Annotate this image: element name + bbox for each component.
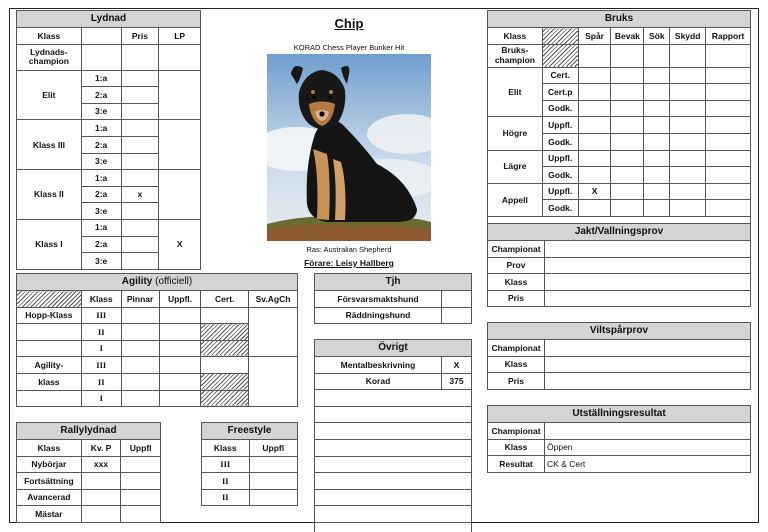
utst-label: Resultat [488, 456, 545, 473]
jakt-value[interactable] [545, 257, 751, 274]
bruks-cell[interactable] [644, 44, 670, 67]
bruks-spar[interactable] [578, 67, 611, 84]
rally-kvp[interactable]: xxx [81, 456, 121, 473]
lydnad-level: 1:a [81, 70, 121, 87]
freestyle-klass: II [202, 489, 250, 506]
lydnad-class-name: Klass III [17, 120, 82, 170]
bruks-spar[interactable] [578, 150, 611, 167]
lydnad-header-pris: Pris [121, 28, 159, 45]
bruks-cell[interactable] [706, 100, 751, 117]
bruks-hatched-cell [542, 44, 578, 67]
bruks-cell[interactable] [706, 183, 751, 200]
bruks-cell[interactable] [644, 183, 670, 200]
freestyle-table [201, 422, 298, 506]
bruks-level: Uppfl. [542, 183, 578, 200]
bruks-title: Bruks [488, 11, 751, 28]
jakt-title: Jakt/Vallningsprov [488, 224, 751, 241]
utst-value[interactable]: CK & Cert [545, 456, 751, 473]
tjh-label: Räddningshund [315, 307, 442, 324]
lydnad-level: 3:e [81, 203, 121, 220]
utst-value[interactable] [545, 423, 751, 440]
agility-blank [17, 340, 82, 357]
lydnad-level: 1:a [81, 219, 121, 236]
rally-klass: Mästar [17, 506, 82, 523]
bruks-header-hatched [542, 28, 578, 45]
lydnad-level: 3:e [81, 253, 121, 270]
bruks-cell[interactable] [706, 167, 751, 184]
bruks-cell[interactable] [670, 100, 706, 117]
bruks-spar[interactable] [578, 100, 611, 117]
bruks-cell[interactable] [670, 167, 706, 184]
jakt-label: Championat [488, 241, 545, 258]
agility-cell[interactable] [159, 390, 201, 407]
lydnad-level: 2:a [81, 186, 121, 203]
dog-panel [210, 9, 488, 271]
bruks-cell[interactable] [706, 200, 751, 217]
jakt-label: Klass [488, 274, 545, 291]
lydnad-lp[interactable] [159, 170, 201, 220]
bruks-cell[interactable] [670, 183, 706, 200]
freestyle-header-klass: Klass [202, 440, 250, 457]
dog-photo [267, 54, 431, 241]
bruks-cell[interactable] [644, 117, 670, 134]
agility-header-svagch: Sv.AgCh [249, 291, 298, 308]
bruks-cell[interactable] [706, 117, 751, 134]
bruks-spar[interactable] [578, 200, 611, 217]
bruks-header-klass: Klass [488, 28, 543, 45]
tjh-table [314, 273, 472, 324]
agility-hopp-label: Hopp-Klass [17, 307, 82, 324]
bruks-group-name: Lägre [488, 150, 543, 183]
ovrigt-value[interactable]: 375 [442, 373, 472, 390]
bruks-cell[interactable] [670, 150, 706, 167]
agility-hatched-cell [201, 373, 249, 390]
bruks-cell[interactable] [670, 44, 706, 67]
agility-level: I [81, 340, 121, 357]
jakt-table [487, 223, 751, 307]
bruks-table [487, 10, 751, 234]
bruks-cell[interactable] [611, 167, 644, 184]
rally-header-uppfl: Uppfl [121, 440, 161, 457]
ovrigt-blank-row[interactable] [315, 473, 472, 490]
bruks-level: Godk. [542, 200, 578, 217]
bruks-cell[interactable] [611, 100, 644, 117]
agility-cell[interactable] [201, 307, 249, 324]
bruks-spar[interactable] [578, 167, 611, 184]
bruks-header-rapport: Rapport [706, 28, 751, 45]
bruks-cell[interactable] [611, 133, 644, 150]
bruks-level: Cert. [542, 67, 578, 84]
bruks-cell[interactable] [706, 133, 751, 150]
bruks-spar[interactable]: X [578, 183, 611, 200]
pedigree-form [9, 8, 759, 523]
freestyle-uppfl[interactable] [249, 473, 297, 490]
lydnad-pris[interactable] [121, 136, 159, 153]
agility-cell[interactable] [159, 373, 201, 390]
lydnad-level: 1:a [81, 120, 121, 137]
ovrigt-label: Mentalbeskrivning [315, 357, 442, 374]
lydnad-pris[interactable] [121, 203, 159, 220]
bruks-cell[interactable] [670, 117, 706, 134]
vilt-label: Championat [488, 340, 545, 357]
rally-uppfl[interactable] [121, 489, 161, 506]
ovrigt-blank-row[interactable] [315, 390, 472, 407]
lydnad-lp[interactable] [159, 70, 201, 120]
rally-klass: Nybörjar [17, 456, 82, 473]
rally-uppfl[interactable] [121, 473, 161, 490]
agility-header-pinnar: Pinnar [121, 291, 159, 308]
agility-hatched-cell [201, 390, 249, 407]
bruks-cell[interactable] [644, 100, 670, 117]
agility-class-label-1: Agility- [17, 357, 82, 374]
lydnad-title: Lydnad [17, 11, 201, 28]
rally-header-klass: Klass [17, 440, 82, 457]
tjh-value[interactable] [442, 291, 472, 308]
ovrigt-title: Övrigt [315, 340, 472, 357]
bruks-cell[interactable] [670, 133, 706, 150]
lydnad-class-name: Klass I [17, 219, 82, 269]
agility-title-suffix: (officiell) [155, 276, 193, 287]
agility-cell[interactable] [121, 324, 159, 341]
bruks-cell[interactable] [644, 133, 670, 150]
bruks-cell[interactable] [611, 84, 644, 101]
lydnad-header-klass: Klass [17, 28, 82, 45]
tjh-label: Försvarsmaktshund [315, 291, 442, 308]
lydnad-class-name: Klass II [17, 170, 82, 220]
bruks-champion-label: Bruks- champion [488, 44, 543, 67]
lydnad-class-name: Elit [17, 70, 82, 120]
vilt-value[interactable] [545, 340, 751, 357]
ovrigt-blank-row[interactable] [315, 406, 472, 423]
bruks-cell[interactable] [611, 67, 644, 84]
vilt-title: Viltspårprov [488, 323, 751, 340]
lydnad-level: 3:e [81, 103, 121, 120]
lydnad-pris[interactable] [121, 87, 159, 104]
agility-level: II [81, 324, 121, 341]
agility-svagch-cell[interactable] [249, 307, 298, 357]
bruks-cell[interactable] [611, 183, 644, 200]
lydnad-pris[interactable]: x [121, 186, 159, 203]
bruks-cell[interactable] [644, 84, 670, 101]
lydnad-level: 2:a [81, 236, 121, 253]
bruks-cell[interactable] [706, 44, 751, 67]
rally-uppfl[interactable] [121, 506, 161, 523]
utst-table [487, 405, 751, 473]
rally-uppfl[interactable] [121, 456, 161, 473]
bruks-cell[interactable] [644, 167, 670, 184]
lydnad-pris[interactable] [121, 153, 159, 170]
agility-level: III [81, 357, 121, 374]
utst-value[interactable]: Öppen [545, 439, 751, 456]
rally-table [16, 422, 161, 523]
lydnad-pris[interactable] [121, 236, 159, 253]
bruks-level: Uppfl. [542, 117, 578, 134]
bruks-level: Godk. [542, 133, 578, 150]
rally-header-kvp: Kv. P [81, 440, 121, 457]
agility-cell[interactable] [159, 340, 201, 357]
bruks-cell[interactable] [706, 150, 751, 167]
agility-class-label-2: klass [17, 373, 82, 390]
ovrigt-blank-row[interactable] [315, 522, 472, 532]
bruks-cell[interactable] [644, 200, 670, 217]
lydnad-level: 3:e [81, 153, 121, 170]
bruks-spar[interactable] [578, 133, 611, 150]
lydnad-cell[interactable] [159, 44, 201, 70]
agility-cell[interactable] [121, 307, 159, 324]
agility-header-cert: Cert. [201, 291, 249, 308]
agility-cell[interactable] [121, 373, 159, 390]
ovrigt-blank-row[interactable] [315, 423, 472, 440]
vilt-value[interactable] [545, 356, 751, 373]
freestyle-uppfl[interactable] [249, 456, 297, 473]
bruks-header-skydd: Skydd [670, 28, 706, 45]
bruks-level: Cert.p [542, 84, 578, 101]
lydnad-lp[interactable]: X [159, 219, 201, 269]
rally-klass: Fortsättning [17, 473, 82, 490]
lydnad-pris[interactable] [121, 219, 159, 236]
dog-name: Chip [334, 16, 364, 31]
dog-full-name: KORAD Chess Player Bunker Hit [293, 43, 405, 52]
ovrigt-label: Korad [315, 373, 442, 390]
utst-title: Utställningsresultat [488, 406, 751, 423]
ovrigt-blank-row[interactable] [315, 439, 472, 456]
bruks-header-spar: Spår [578, 28, 611, 45]
dog-breed: Ras: Australian Shepherd [306, 245, 392, 254]
tjh-title: Tjh [315, 274, 472, 291]
dog-handler: Förare: Leisy Hallberg [304, 258, 394, 268]
bruks-spar[interactable] [578, 84, 611, 101]
lydnad-lp[interactable] [159, 120, 201, 170]
agility-cell[interactable] [121, 340, 159, 357]
jakt-value[interactable] [545, 290, 751, 307]
tjh-value[interactable] [442, 307, 472, 324]
agility-title-main: Agility [121, 276, 153, 287]
bruks-cell[interactable] [644, 150, 670, 167]
agility-cell[interactable] [159, 357, 201, 374]
freestyle-klass: III [202, 456, 250, 473]
bruks-cell[interactable] [706, 67, 751, 84]
agility-level: III [81, 307, 121, 324]
freestyle-klass: II [202, 473, 250, 490]
bruks-cell[interactable] [706, 84, 751, 101]
agility-cell[interactable] [121, 390, 159, 407]
agility-header-hatched [17, 291, 82, 308]
vilt-table [487, 322, 751, 390]
agility-level: I [81, 390, 121, 407]
lydnad-pris[interactable] [121, 70, 159, 87]
ovrigt-blank-row[interactable] [315, 506, 472, 523]
lydnad-level: 2:a [81, 136, 121, 153]
bruks-cell[interactable] [670, 84, 706, 101]
agility-blank [17, 324, 82, 341]
bruks-level: Godk. [542, 100, 578, 117]
agility-hatched-cell [201, 324, 249, 341]
bruks-cell[interactable] [611, 44, 644, 67]
jakt-label: Prov [488, 257, 545, 274]
agility-title [17, 274, 298, 291]
vilt-label: Pris [488, 373, 545, 390]
bruks-cell[interactable] [670, 67, 706, 84]
bruks-cell[interactable] [611, 150, 644, 167]
vilt-label: Klass [488, 356, 545, 373]
freestyle-title: Freestyle [202, 423, 298, 440]
rally-klass: Avancerad [17, 489, 82, 506]
lydnad-cell[interactable] [81, 44, 121, 70]
rally-title: Rallylydnad [17, 423, 161, 440]
jakt-value[interactable] [545, 274, 751, 291]
lydnad-champion-label: Lydnads- champion [17, 44, 82, 70]
vilt-value[interactable] [545, 373, 751, 390]
agility-cell[interactable] [121, 357, 159, 374]
freestyle-uppfl[interactable] [249, 489, 297, 506]
agility-header-klass: Klass [81, 291, 121, 308]
lydnad-pris[interactable] [121, 120, 159, 137]
lydnad-header-lp: LP [159, 28, 201, 45]
lydnad-cell[interactable] [121, 44, 159, 70]
agility-level: II [81, 373, 121, 390]
bruks-level: Uppfl. [542, 150, 578, 167]
bruks-group-name: Appell [488, 183, 543, 216]
agility-svagch-cell[interactable] [249, 357, 298, 407]
rally-kvp[interactable] [81, 506, 121, 523]
bruks-header-bevak: Bevak [611, 28, 644, 45]
jakt-label: Pris [488, 290, 545, 307]
ovrigt-blank-row[interactable] [315, 456, 472, 473]
rally-kvp[interactable] [81, 473, 121, 490]
utst-label: Championat [488, 423, 545, 440]
rally-kvp[interactable] [81, 489, 121, 506]
ovrigt-blank-row[interactable] [315, 489, 472, 506]
lydnad-table [16, 10, 201, 270]
jakt-value[interactable] [545, 241, 751, 258]
ovrigt-value[interactable]: X [442, 357, 472, 374]
bruks-group-name: Elit [488, 67, 543, 117]
agility-cell[interactable] [201, 357, 249, 374]
ovrigt-table [314, 339, 472, 532]
bruks-cell[interactable] [611, 117, 644, 134]
agility-cell[interactable] [159, 307, 201, 324]
bruks-group-name: Högre [488, 117, 543, 150]
agility-cell[interactable] [159, 324, 201, 341]
bruks-spar[interactable] [578, 117, 611, 134]
agility-blank [17, 390, 82, 407]
lydnad-pris[interactable] [121, 253, 159, 270]
lydnad-header-blank [81, 28, 121, 45]
lydnad-level: 1:a [81, 170, 121, 187]
utst-label: Klass [488, 439, 545, 456]
bruks-header-sok: Sök [644, 28, 670, 45]
bruks-cell[interactable] [644, 67, 670, 84]
bruks-level: Godk. [542, 167, 578, 184]
agility-hatched-cell [201, 340, 249, 357]
freestyle-header-uppfl: Uppfl [249, 440, 297, 457]
agility-table [16, 273, 298, 407]
bruks-cell[interactable] [611, 200, 644, 217]
lydnad-pris[interactable] [121, 103, 159, 120]
bruks-cell[interactable] [670, 200, 706, 217]
agility-header-uppfl: Uppfl. [159, 291, 201, 308]
lydnad-level: 2:a [81, 87, 121, 104]
bruks-cell[interactable] [578, 44, 611, 67]
lydnad-pris[interactable] [121, 170, 159, 187]
